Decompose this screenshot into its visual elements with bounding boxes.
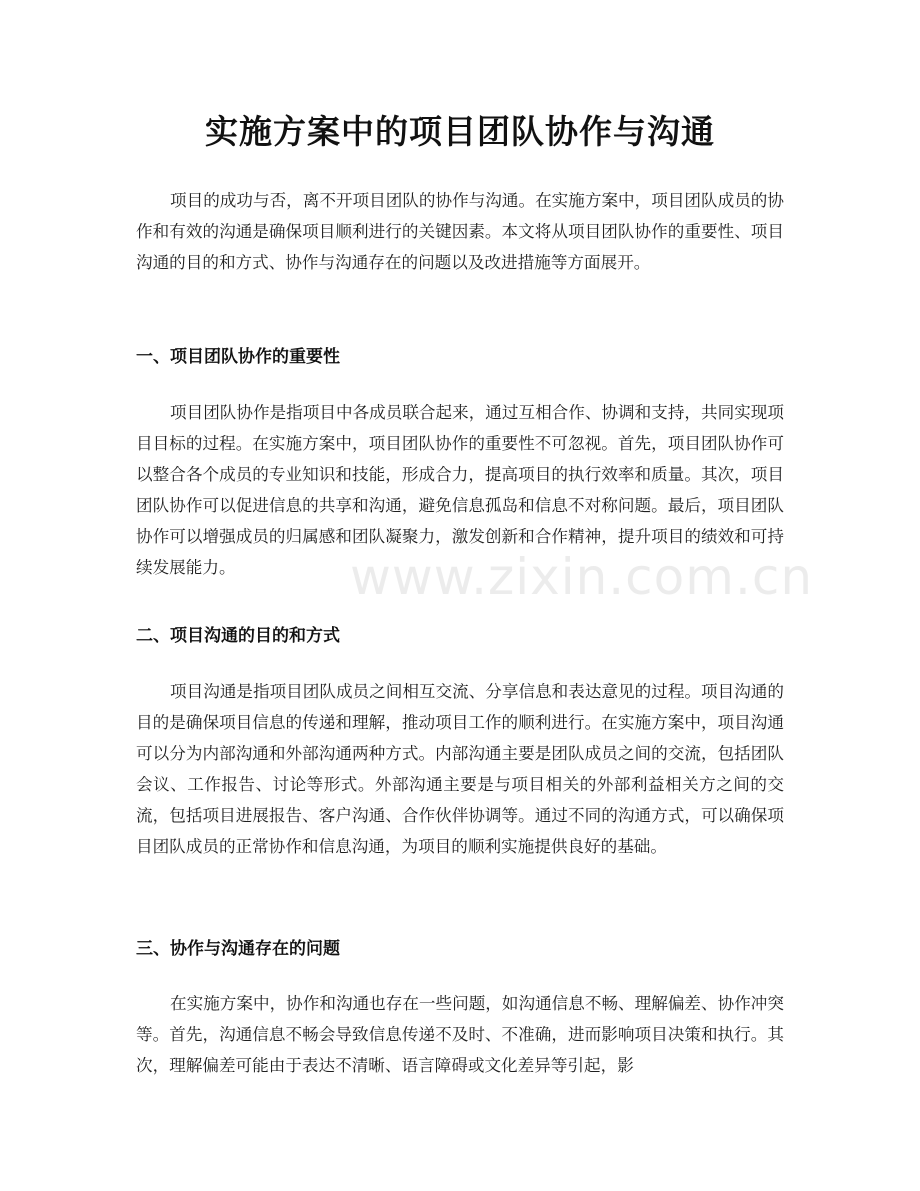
section-2-paragraph: 项目沟通是指项目团队成员之间相互交流、分享信息和表达意见的过程。项目沟通的目的是确保项目信息的传递和理解，推动项目工作的顺利进行。在实施方案中，项目沟通可以分为内部沟通和外部沟通两种方式。内部沟通主要是团队成员之间的交流，包括团队会议、工作报告、讨论等形式。外部沟通主要是与项目相关的外部利益相关方之间的交流，包括项目进展报告、客户沟通、合作伙伴协调等。通过不同的沟通方式，可以确保项目团队成员的正常协作和信息沟通，为项目的顺利实施提供良好的基础。 [136, 682, 784, 856]
intro-paragraph: 项目的成功与否，离不开项目团队的协作与沟通。在实施方案中，项目团队成员的协作和有效的沟通是确保项目顺利进行的关键因素。本文将从项目团队协作的重要性、项目沟通的目的和方式、协作与沟通存在的问题以及改进措施等方面展开。 [136, 191, 784, 272]
document-title: 实施方案中的项目团队协作与沟通 [205, 112, 715, 151]
watermark: www.zixin.com.cn [350, 548, 814, 606]
section-1-paragraph: 项目团队协作是指项目中各成员联合起来，通过互相合作、协调和支持，共同实现项目目标的过程。在实施方案中，项目团队协作的重要性不可忽视。首先，项目团队协作可以整合各个成员的专业知识和技能，形成合力，提高项目的执行效率和质量。其次，项目团队协作可以促进信息的共享和沟通，避免信息孤岛和信息不对称问题。最后，项目团队协作可以增强成员的归属感和团队凝聚力，激发创新和合作精神，提升项目的绩效和可持续发展能力。 [136, 403, 784, 577]
section-1-heading: 一、项目团队协作的重要性 [136, 347, 340, 367]
section-3-heading: 三、协作与沟通存在的问题 [136, 939, 340, 959]
section-2-heading: 二、项目沟通的目的和方式 [136, 626, 340, 646]
section-3-paragraph: 在实施方案中，协作和沟通也存在一些问题，如沟通信息不畅、理解偏差、协作冲突等。首先，沟通信息不畅会导致信息传递不及时、不准确，进而影响项目决策和执行。其次，理解偏差可能由于表达不清晰、语言障碍或文化差异等引起，影 [136, 994, 784, 1075]
